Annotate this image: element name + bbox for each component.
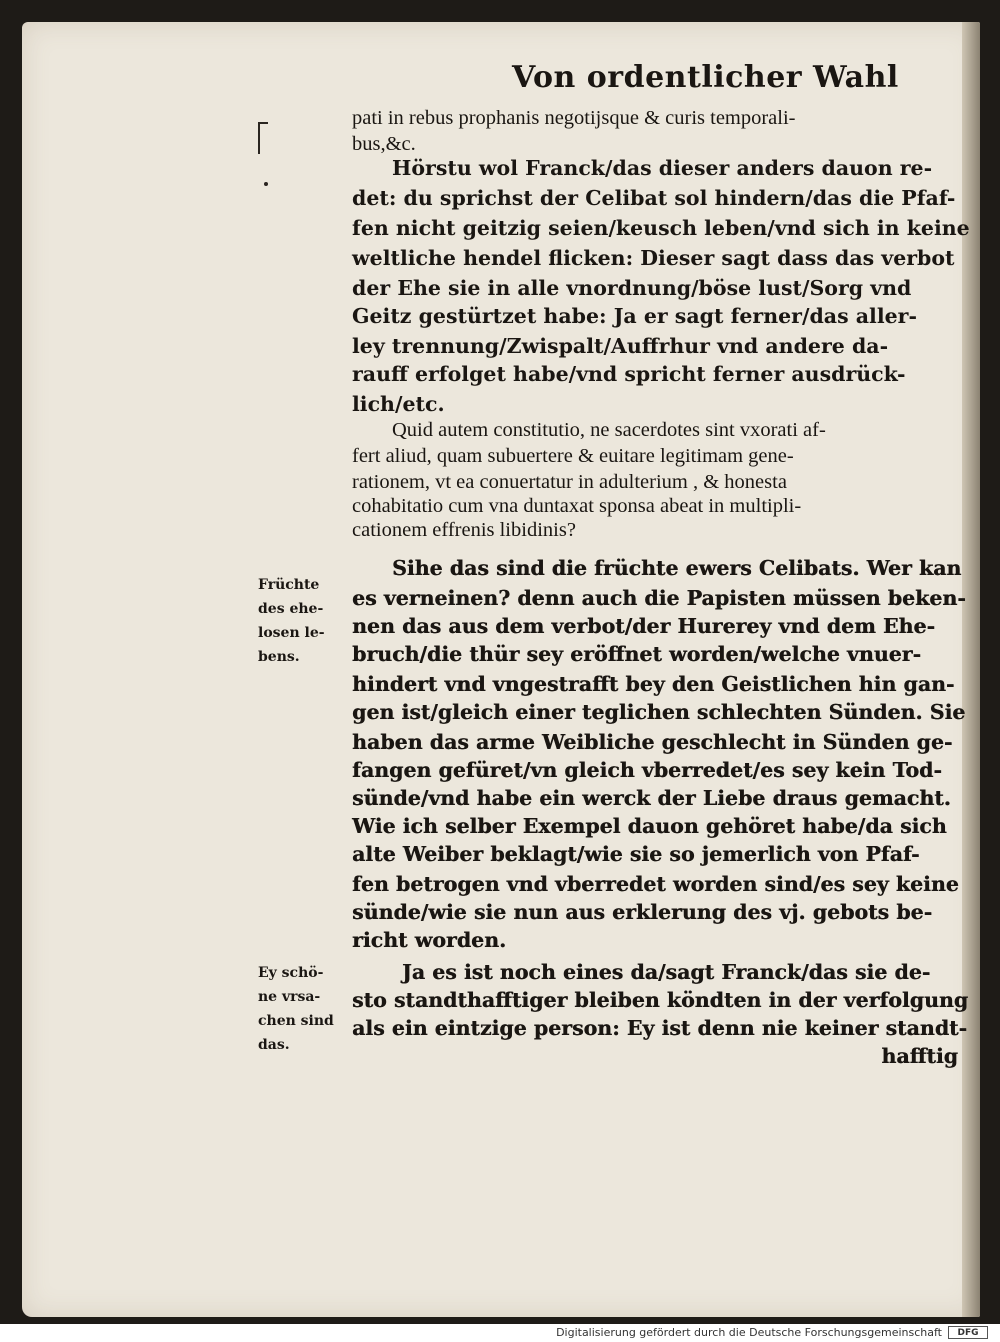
text-line: sünde/vnd habe ein werck der Liebe draus gemacht. [352,786,951,810]
marginal-note-line: Ey schö- [258,965,324,981]
marginal-note-line: bens. [258,649,300,665]
dfg-logo: DFG [948,1326,988,1339]
text-line: Geitz gestürtzet habe: Ja er sagt ferner/das aller- [352,304,917,328]
text-line: Ja es ist noch eines da/sagt Franck/das sie de- [402,960,931,984]
text-line: fert aliud, quam subuertere & euitare legitimam gene- [352,445,794,467]
marginal-note-line: Früchte [258,577,320,593]
marginal-note-line: chen sind [258,1013,334,1029]
text-line: Quid autem constitutio, ne sacerdotes sint vxorati af- [392,419,826,441]
text-line: Hörstu wol Franck/das dieser anders dauon re- [392,156,933,180]
text-line: bruch/die thür sey eröffnet worden/welche vnuer- [352,642,921,666]
text-line: Sihe das sind die früchte ewers Celibats. Wer kan [392,556,962,580]
book-page [22,22,980,1317]
marginal-note-line: das. [258,1037,290,1053]
text-line: es verneinen? denn auch die Papisten müssen beken- [352,586,966,610]
text-line: fen betrogen vnd vberredet worden sind/es sey keine [352,872,959,896]
text-line: rauff erfolget habe/vnd spricht ferner ausdrück- [352,362,906,386]
text-line: nen das aus dem verbot/der Hurerey vnd dem Ehe- [352,614,935,638]
marginal-note-line: des ehe- [258,601,324,617]
text-line: rationem, vt ea conuertatur in adulterium , & honesta [352,471,787,493]
text-line: lich/etc. [352,392,445,416]
text-line: haben das arme Weibliche geschlecht in Sünden ge- [352,730,953,754]
text-line: fangen gefüret/vn gleich vberredet/es sey kein Tod- [352,758,942,782]
running-title: Von ordentlicher Wahl [512,60,899,95]
text-line: der Ehe sie in alle vnordnung/böse lust/Sorg vnd [352,276,912,300]
text-line: weltliche hendel flicken: Dieser sagt dass das verbot [352,246,955,270]
text-line: Wie ich selber Exempel dauon gehöret habe/da sich [352,814,947,838]
marginal-note-line: losen le- [258,625,325,641]
text-line: ley trennung/Zwispalt/Auffrhur vnd andere da- [352,334,889,358]
text-line: sto standthafftiger bleiben köndten in der verfolgung [352,988,969,1012]
text-line: hindert vnd vngestrafft bey den Geistlichen hin gan- [352,672,955,696]
text-line: det: du sprichst der Celibat sol hindern/das die Pfaf- [352,186,956,210]
footer-bar [0,1324,1000,1342]
text-line: fen nicht geitzig seien/keusch leben/vnd sich in keine [352,216,970,240]
ink-dot [264,182,268,186]
text-line: sünde/wie sie nun aus erklerung des vj. gebots be- [352,900,933,924]
crop-mark [258,122,268,154]
text-line: cohabitatio cum vna duntaxat sponsa abeat in multipli- [352,495,802,517]
footer-credit: Digitalisierung gefördert durch die Deutsche Forschungsgemeinschaft [556,1326,942,1339]
text-line: als ein eintzige person: Ey ist denn nie keiner standt- [352,1016,967,1040]
text-line: cationem effrenis libidinis? [352,519,576,541]
marginal-note-line: ne vrsa- [258,989,321,1005]
text-line: bus,&c. [352,133,416,155]
text-line: pati in rebus prophanis negotijsque & curis temporali- [352,107,796,129]
text-line: hafftig [881,1044,958,1068]
text-line: gen ist/gleich einer teglichen schlechten Sünden. Sie [352,700,966,724]
text-line: alte Weiber beklagt/wie sie so jemerlich von Pfaf- [352,842,920,866]
text-line: richt worden. [352,928,507,952]
